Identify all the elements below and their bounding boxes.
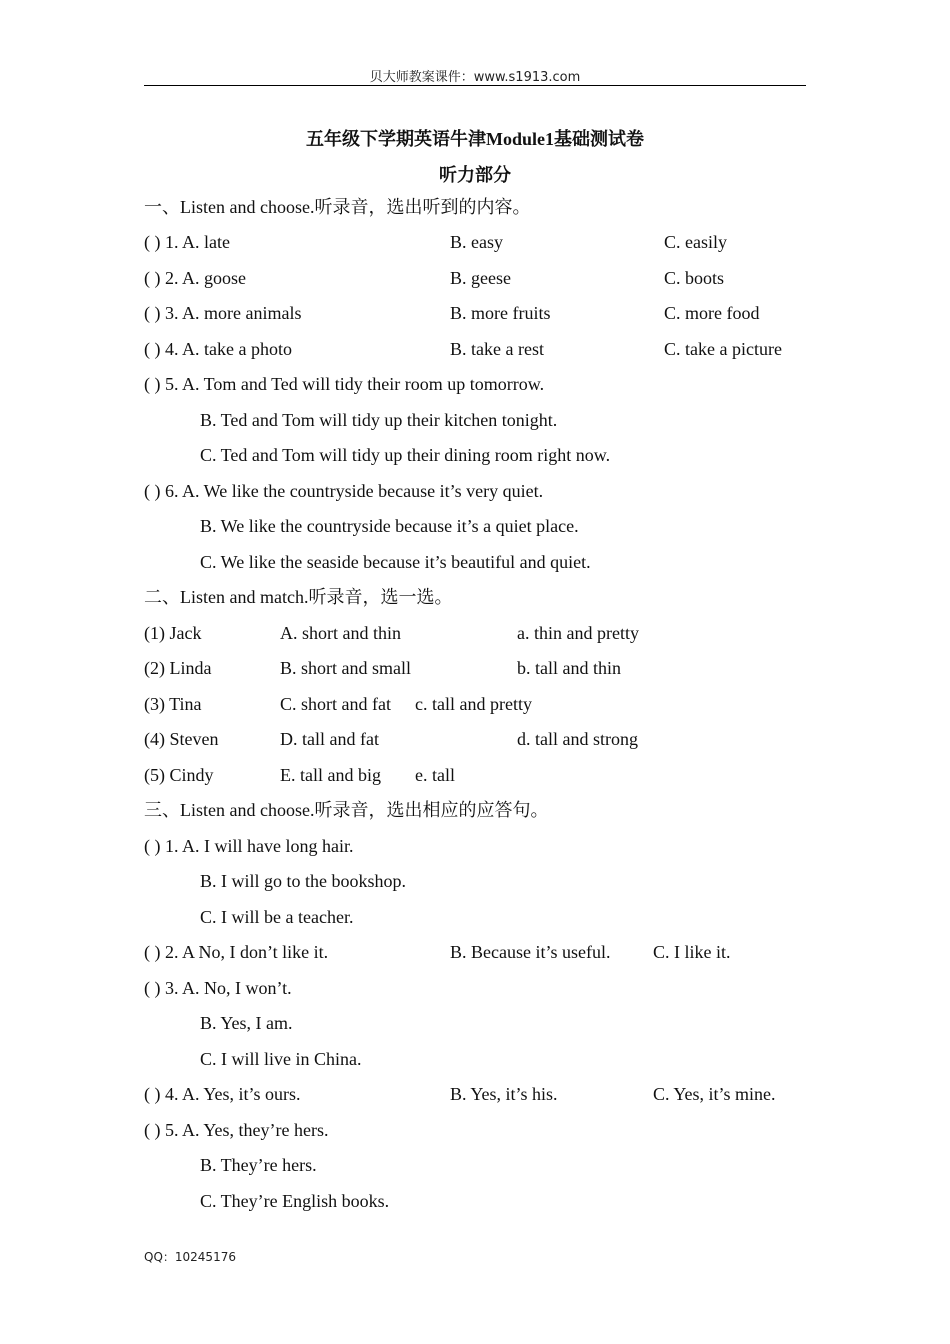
- option-c: C. They’re English books.: [200, 1191, 390, 1211]
- option-c: C. I like it.: [653, 942, 731, 962]
- match-upper-option: C. short and fat: [280, 694, 391, 714]
- option-c: C. Ted and Tom will tidy up their dining room right now.: [200, 445, 611, 465]
- match-lower-option: b. tall and thin: [517, 658, 621, 678]
- option-b: B. Yes, it’s his.: [450, 1084, 558, 1104]
- match-lower-option: d. tall and strong: [517, 729, 638, 749]
- option-c: C. more food: [664, 303, 760, 323]
- header-divider: [144, 85, 806, 86]
- page-title: 五年级下学期英语牛津Module1基础测试卷: [306, 129, 644, 149]
- option-a: ( ) 6. A. We like the countryside because it’s very quiet.: [144, 481, 544, 501]
- option-a: ( ) 2. A No, I don’t like it.: [144, 942, 329, 962]
- option-a: ( ) 4. A. Yes, it’s ours.: [144, 1084, 301, 1104]
- option-a: ( ) 5. A. Yes, they’re hers.: [144, 1120, 329, 1140]
- option-a: ( ) 2. A. goose: [144, 268, 246, 288]
- match-name: (1) Jack: [144, 623, 202, 643]
- match-lower-option: a. thin and pretty: [517, 623, 639, 643]
- option-b: B. Ted and Tom will tidy up their kitchen tonight.: [200, 410, 558, 430]
- match-upper-option: D. tall and fat: [280, 729, 379, 749]
- match-upper-option: E. tall and big: [280, 765, 381, 785]
- option-b: B. geese: [450, 268, 511, 288]
- match-name: (4) Steven: [144, 729, 219, 749]
- option-a: ( ) 3. A. No, I won’t.: [144, 978, 292, 998]
- option-a: ( ) 5. A. Tom and Ted will tidy their room up tomorrow.: [144, 374, 545, 394]
- option-b: B. They’re hers.: [200, 1155, 317, 1175]
- footer-qq: QQ：10245176: [144, 1250, 236, 1264]
- section-subtitle: 听力部分: [439, 165, 511, 185]
- match-upper-option: A. short and thin: [280, 623, 401, 643]
- match-name: (5) Cindy: [144, 765, 214, 785]
- match-name: (3) Tina: [144, 694, 202, 714]
- option-c: C. take a picture: [664, 339, 782, 359]
- part2-heading: 二、Listen and match.听录音，选一选。: [144, 587, 453, 607]
- option-b: B. Yes, I am.: [200, 1013, 293, 1033]
- option-c: C. easily: [664, 232, 727, 252]
- header-text: 贝大师教案课件：www.s1913.com: [369, 70, 581, 85]
- option-c: C. I will be a teacher.: [200, 907, 354, 927]
- part1-heading: 一、Listen and choose.听录音，选出听到的内容。: [144, 197, 531, 217]
- match-lower-option: e. tall: [415, 765, 455, 785]
- option-c: C. We like the seaside because it’s beautiful and quiet.: [200, 552, 591, 572]
- option-b: B. take a rest: [450, 339, 544, 359]
- match-lower-option: c. tall and pretty: [415, 694, 532, 714]
- part3-heading: 三、Listen and choose.听录音，选出相应的应答句。: [144, 800, 549, 820]
- option-b: B. I will go to the bookshop.: [200, 871, 406, 891]
- option-b: B. more fruits: [450, 303, 551, 323]
- option-c: C. Yes, it’s mine.: [653, 1084, 776, 1104]
- option-b: B. Because it’s useful.: [450, 942, 611, 962]
- option-b: B. We like the countryside because it’s a quiet place.: [200, 516, 579, 536]
- option-a: ( ) 1. A. I will have long hair.: [144, 836, 354, 856]
- option-c: C. boots: [664, 268, 725, 288]
- option-a: ( ) 4. A. take a photo: [144, 339, 292, 359]
- option-c: C. I will live in China.: [200, 1049, 362, 1069]
- match-upper-option: B. short and small: [280, 658, 411, 678]
- option-b: B. easy: [450, 232, 503, 252]
- option-a: ( ) 3. A. more animals: [144, 303, 302, 323]
- match-name: (2) Linda: [144, 658, 212, 678]
- option-a: ( ) 1. A. late: [144, 232, 230, 252]
